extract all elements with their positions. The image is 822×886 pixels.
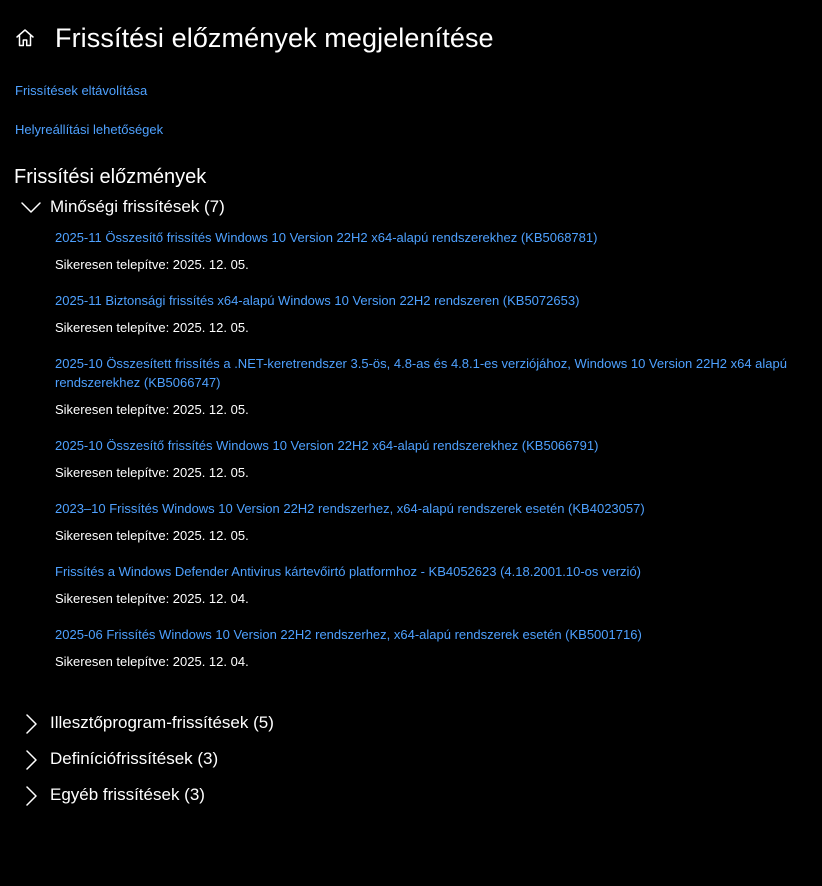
list-item [55, 291, 822, 337]
update-title-link[interactable]: 2025-06 Frissítés Windows 10 Version 22H2 rendszerhez, x64-alapú rendszerek esetén (KB5001716) [55, 627, 642, 642]
group-definition-updates[interactable] [20, 748, 218, 770]
quality-updates-list [55, 228, 822, 688]
group-driver-updates[interactable] [20, 712, 274, 734]
list-item [55, 625, 822, 671]
update-title-link[interactable]: Frissítés a Windows Defender Antivirus kártevőirtó platformhoz - KB4052623 (4.18.2001.10-os verzió) [55, 564, 641, 579]
group-other-updates[interactable] [20, 784, 205, 806]
group-label: Minőségi frissítések (7) [50, 197, 225, 216]
chevron-right-icon [20, 712, 42, 734]
update-status: Sikeresen telepítve: 2025. 12. 04. [55, 654, 249, 669]
update-title-link[interactable]: 2023–10 Frissítés Windows 10 Version 22H2 rendszerhez, x64-alapú rendszerek esetén (KB4023057) [55, 501, 645, 516]
group-label: Illesztőprogram-frissítések (5) [50, 713, 274, 732]
update-status: Sikeresen telepítve: 2025. 12. 05. [55, 402, 249, 417]
page-title: Frissítési előzmények megjelenítése [55, 22, 494, 53]
update-status: Sikeresen telepítve: 2025. 12. 05. [55, 465, 249, 480]
uninstall-updates-link[interactable]: Frissítések eltávolítása [15, 83, 148, 98]
update-history-title: Frissítési előzmények [14, 166, 207, 188]
list-item [55, 562, 822, 608]
home-icon[interactable] [14, 27, 36, 49]
update-status: Sikeresen telepítve: 2025. 12. 04. [55, 591, 249, 606]
group-label: Definíciófrissítések (3) [50, 749, 219, 768]
group-quality-updates[interactable] [20, 196, 225, 218]
update-status: Sikeresen telepítve: 2025. 12. 05. [55, 257, 249, 272]
chevron-right-icon [20, 748, 42, 770]
chevron-down-icon [20, 196, 42, 218]
update-title-link[interactable]: 2025-10 Összesítő frissítés Windows 10 Version 22H2 x64-alapú rendszerekhez (KB5066791) [55, 438, 599, 453]
update-status: Sikeresen telepítve: 2025. 12. 05. [55, 320, 249, 335]
list-item [55, 436, 822, 482]
update-title-link[interactable]: 2025-10 Összesített frissítés a .NET-keretrendszer 3.5-ös, 4.8-as és 4.8.1-es verziójához, Windows 10 Version 22H2 x64 alapú rendszerekhez (KB5066747) [55, 356, 787, 390]
group-label: Egyéb frissítések (3) [50, 785, 205, 804]
list-item [55, 228, 822, 274]
chevron-right-icon [20, 784, 42, 806]
update-title-link[interactable]: 2025-11 Összesítő frissítés Windows 10 Version 22H2 x64-alapú rendszerekhez (KB5068781) [55, 230, 598, 245]
list-item [55, 354, 822, 419]
update-status: Sikeresen telepítve: 2025. 12. 05. [55, 528, 249, 543]
recovery-options-link[interactable]: Helyreállítási lehetőségek [15, 122, 164, 137]
list-item [55, 499, 822, 545]
update-title-link[interactable]: 2025-11 Biztonsági frissítés x64-alapú Windows 10 Version 22H2 rendszeren (KB5072653) [55, 293, 580, 308]
page-header [14, 19, 494, 57]
